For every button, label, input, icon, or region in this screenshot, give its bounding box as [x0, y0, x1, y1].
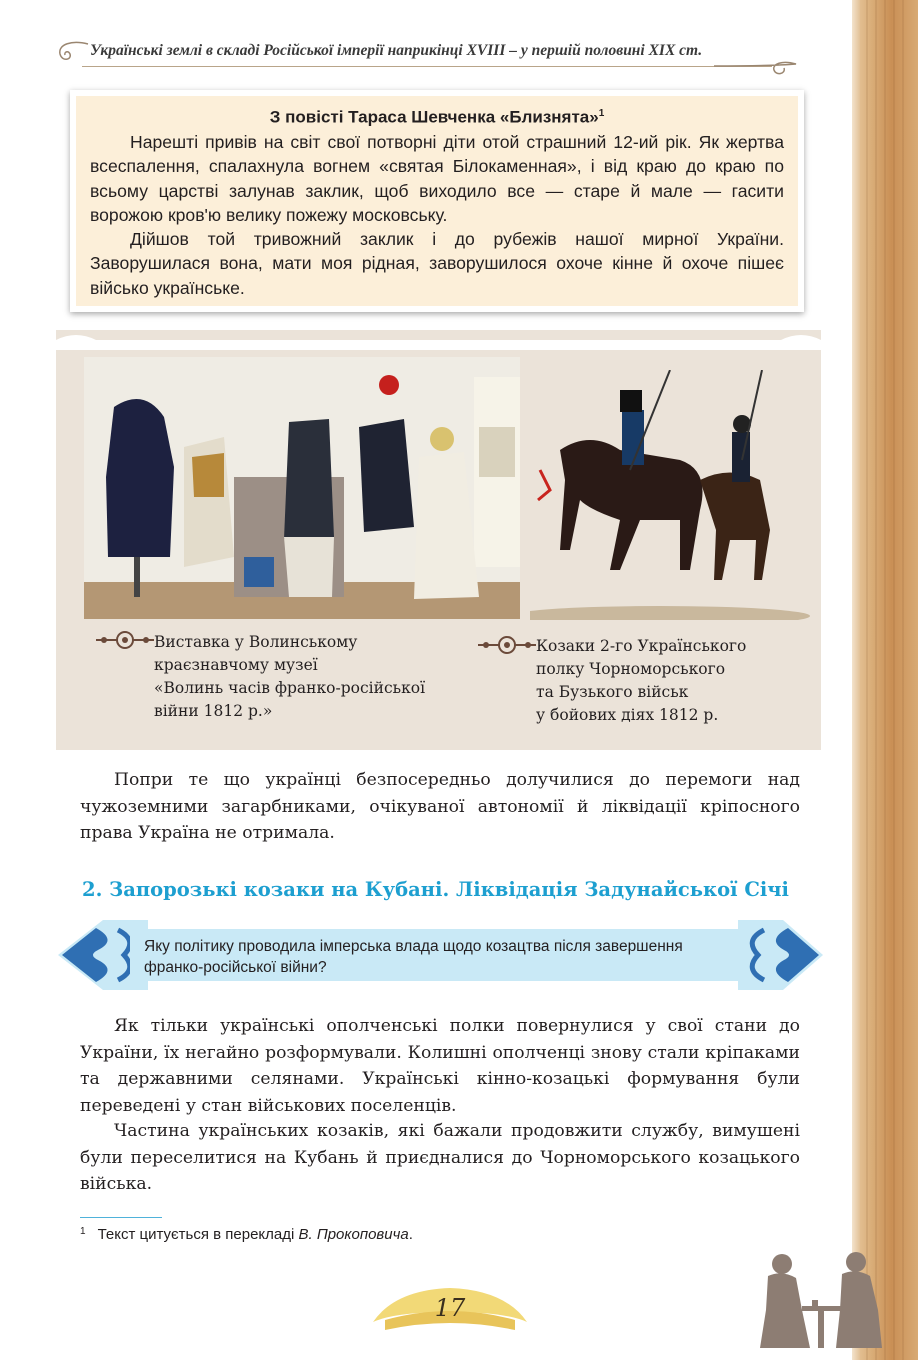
footnote-author: В. Прокоповича — [298, 1226, 409, 1243]
women-at-table-silhouette-icon — [752, 1250, 888, 1354]
quote-paragraph: Нарешті привів на світ свої потворні діти отой страшний 12-ий рік. Як жертва всеспалення, спалахнула вогнем «святая Білокаменная», і від краю до краю по всьому царстві залунав заклик, щоб виходило все — старе й мале — гасити ворожою кров'ю велику пожежу московську. — [90, 131, 784, 225]
running-header — [52, 38, 800, 74]
panel-torn-edge — [56, 330, 821, 350]
cossacks-painting — [530, 370, 820, 620]
section-title: 2. Запорозькі козаки на Кубані. Ліквідація Задунайської Січі — [82, 878, 789, 901]
quote-paragraph: Дійшов той тривожний заклик і до рубежів нашої мирної України. Заворушилася вона, мати моя рідная, заворушилося охоче кінне й охоче пішеє військо українське. — [90, 229, 784, 298]
wooden-edge-decoration — [852, 0, 918, 1360]
question-box — [58, 920, 823, 990]
body-paragraph: Попри те що українці безпосередньо долучилися до перемоги над чужоземними загарбниками, очікуваної автономії й ліквідації кріпосного права Україна не отримала. — [80, 770, 800, 843]
question-text: Яку політику проводила імперська влада щодо козацтва після завершення франко-російської війни? — [144, 938, 683, 976]
ornament-right-icon — [738, 920, 823, 990]
illustrations-panel — [56, 330, 821, 750]
caption-ornament-icon — [96, 631, 154, 649]
header-rule — [82, 66, 772, 67]
footnote: $^1$ Текст цитується в перекладі В. Прокоповича. — [80, 1226, 413, 1243]
caption-ornament-icon — [478, 636, 536, 654]
swirl-end-ornament-icon — [712, 56, 800, 78]
body-paragraph: Частина українських козаків, які бажали продовжити службу, вимушені були переселитися на Кубань й приєдналися до Чорноморського козацького війська. — [80, 1121, 800, 1194]
quote-box — [70, 90, 804, 312]
quote-title: З повісті Тараса Шевченка «Близнята»$^1$ — [269, 107, 605, 127]
page-number: 17 — [434, 1294, 466, 1322]
footnote-mark: 1 — [598, 108, 605, 119]
photo-caption: Виставка у Волинському краєзнавчому музеї «Волинь часів франко-російської війни 1812 р.» — [154, 633, 426, 720]
footnote-rule — [80, 1217, 162, 1218]
page-number-badge — [365, 1282, 535, 1336]
painting-caption: Козаки 2-го Українського полку Чорноморського та Бузького військ у бойових діях 1812 р. — [536, 637, 747, 724]
body-paragraph: Як тільки українські ополченські полки повернулися у свої стани до України, їх негайно розформували. Колишні ополченці знову стали кріпаками та державними селянами. Українські кінно-козацькі формування були переведені у стан військових поселенців. — [80, 1016, 800, 1116]
header-title: Українські землі в складі Російської імперії наприкінці XVIII – у першій половині XIX ст. — [90, 42, 703, 59]
museum-exhibition-photo — [84, 357, 520, 619]
